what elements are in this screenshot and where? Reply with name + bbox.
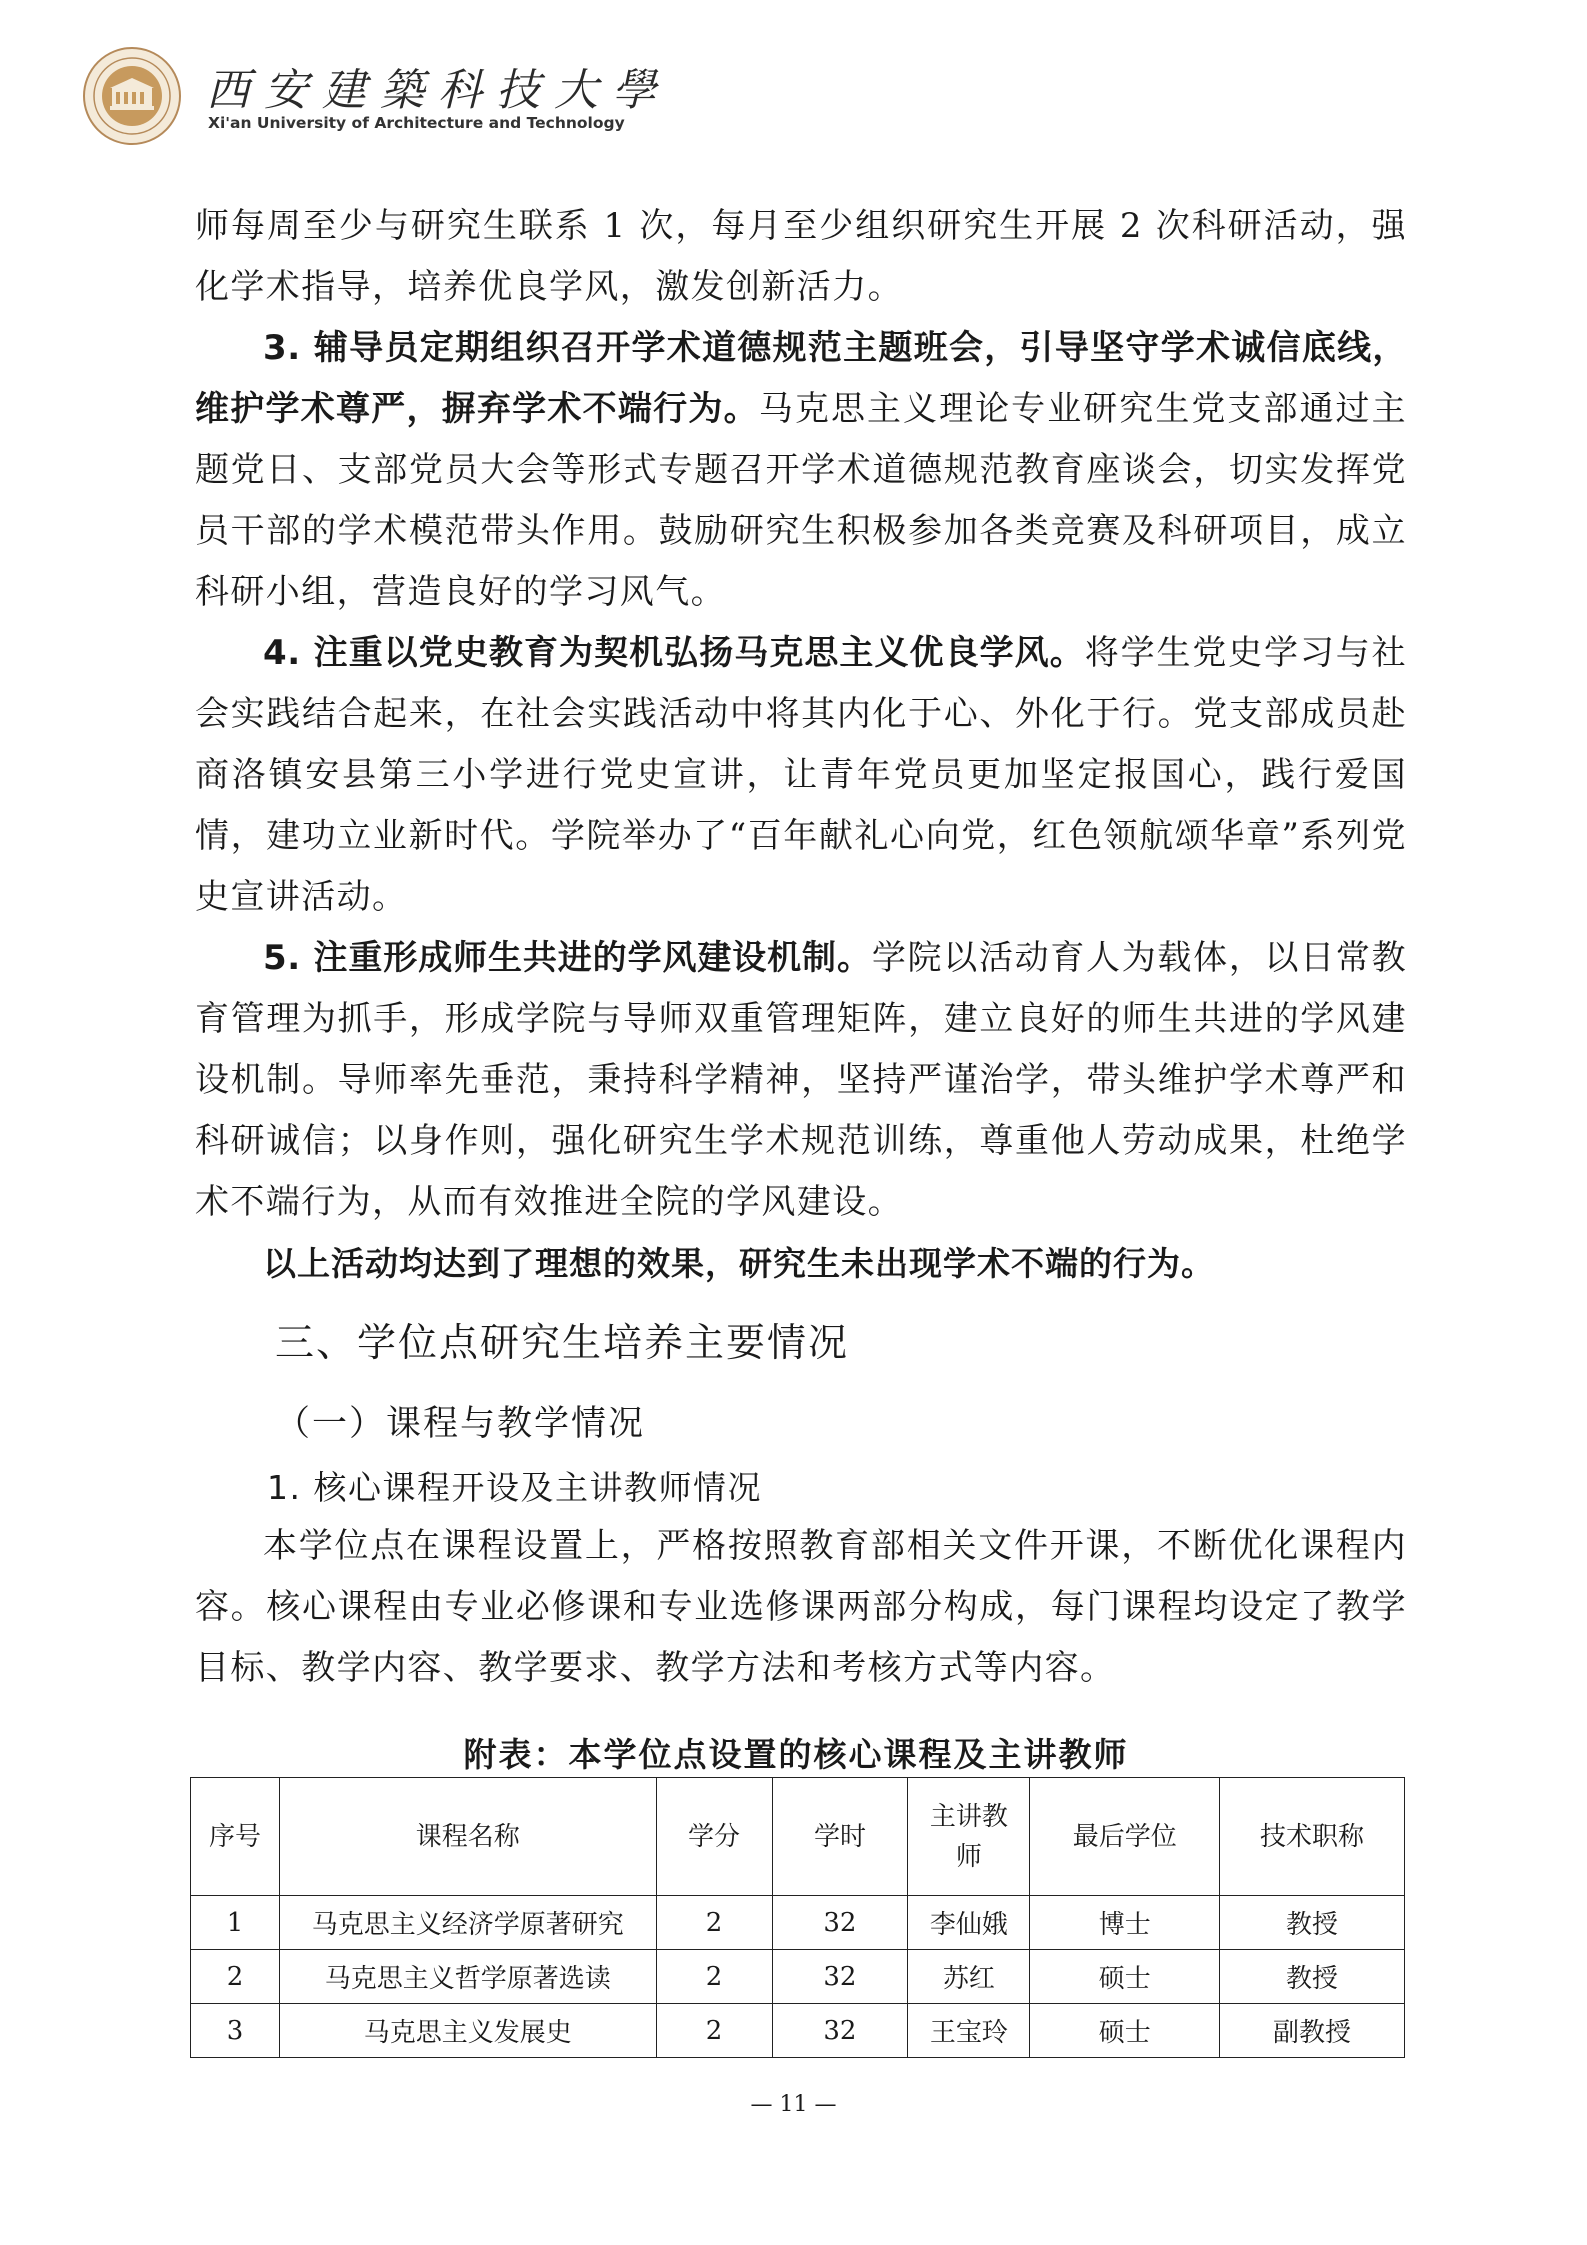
paragraph-advisor-contact: 师每周至少与研究生联系 1 次，每月至少组织研究生开展 2 次科研活动，强化学术指导，培养优良学风，激发创新活力。: [195, 206, 1407, 307]
header-credits: 学分: [656, 1778, 772, 1896]
subsection-heading: （一）课程与教学情况: [275, 1404, 646, 1444]
cell-lecturer: 王宝玲: [908, 2004, 1030, 2058]
paragraph-item-5: [195, 928, 1407, 1233]
cell-index: 1: [191, 1896, 280, 1950]
table-caption: 附表：本学位点设置的核心课程及主讲教师: [463, 1735, 1129, 1774]
paragraph-item-3: [195, 318, 1407, 623]
cell-index: 2: [191, 1950, 280, 2004]
cell-index: 3: [191, 2004, 280, 2058]
cell-credits: 2: [656, 1950, 772, 2004]
subsubsection-heading: 1. 核心课程开设及主讲教师情况: [267, 1468, 762, 1507]
cell-hours: 32: [772, 2004, 908, 2058]
page-number: — 11 —: [750, 2092, 837, 2117]
university-name-cn: 西安建築科技大學: [206, 65, 670, 116]
cell-degree: 硕士: [1030, 1950, 1220, 2004]
cell-title: 副教授: [1220, 2004, 1405, 2058]
cell-lecturer: 苏红: [908, 1950, 1030, 2004]
header-course-name: 课程名称: [279, 1778, 656, 1896]
header-hours: 学时: [772, 1778, 908, 1896]
header-degree: 最后学位: [1030, 1778, 1220, 1896]
cell-degree: 硕士: [1030, 2004, 1220, 2058]
header-index: 序号: [191, 1778, 280, 1896]
cell-hours: 32: [772, 1950, 908, 2004]
university-name-en: Xi'an University of Architecture and Technology: [208, 114, 625, 132]
item-4-text: 将学生党史学习与社会实践结合起来，在社会实践活动中将其内化于心、外化于行。党支部成员赴商洛镇安县第三小学进行党史宣讲，让青年党员更加坚定报国心，践行爱国情，建功立业新时代。学院举办了“百年献礼心向党，红色领航颂华章”系列党史宣讲活动。: [195, 633, 1407, 917]
table-header-row: [191, 1778, 1405, 1896]
cell-lecturer: 李仙娥: [908, 1896, 1030, 1950]
item-5-heading: 5. 注重形成师生共进的学风建设机制。: [263, 938, 872, 978]
header-title: 技术职称: [1220, 1778, 1405, 1896]
item-5-text: 学院以活动育人为载体，以日常教育管理为抓手，形成学院与导师双重管理矩阵，建立良好的师生共进的学风建设机制。导师率先垂范，秉持科学精神，坚持严谨治学，带头维护学术尊严和科研诚信；以身作则，强化研究生学术规范训练，尊重他人劳动成果，杜绝学术不端行为，从而有效推进全院的学风建设。: [195, 938, 1408, 1222]
cell-course-name: 马克思主义经济学原著研究: [279, 1896, 656, 1950]
cell-title: 教授: [1220, 1896, 1405, 1950]
section-heading: 三、学位点研究生培养主要情况: [275, 1321, 850, 1366]
paragraph-item-4: [195, 623, 1407, 928]
cell-course-name: 马克思主义哲学原著选读: [279, 1950, 656, 2004]
item-4-heading: 4. 注重以党史教育为契机弘扬马克思主义优良学风。: [263, 633, 1085, 673]
paragraph-conclusion: 以上活动均达到了理想的效果，研究生未出现学术不端的行为。: [263, 1244, 1215, 1283]
item-3-text: 马克思主义理论专业研究生党支部通过主题党日、支部党员大会等形式专题召开学术道德规范教育座谈会，切实发挥党员干部的学术模范带头作用。鼓励研究生积极参加各类竞赛及科研项目，成立科研小组，营造良好的学习风气。: [195, 389, 1407, 612]
cell-credits: 2: [656, 1896, 772, 1950]
page-header: [78, 40, 670, 150]
main-content: [195, 196, 1407, 1699]
cell-hours: 32: [772, 1896, 908, 1950]
table-row: [191, 1950, 1405, 2004]
cell-title: 教授: [1220, 1950, 1405, 2004]
cell-credits: 2: [656, 2004, 772, 2058]
item-3-heading: 3. 辅导员定期组织召开学术道德规范主题班会，引导坚守学术诚信底线，维护学术尊严，摒弃学术不端行为。: [195, 328, 1407, 429]
paragraph-course-intro: 本学位点在课程设置上，严格按照教育部相关文件开课，不断优化课程内容。核心课程由专业必修课和专业选修课两部分构成，每门课程均设定了教学目标、教学内容、教学要求、教学方法和考核方式等内容。: [195, 1526, 1407, 1688]
table-row: [191, 2004, 1405, 2058]
header-lecturer: 主讲教 师: [908, 1778, 1030, 1896]
cell-course-name: 马克思主义发展史: [279, 2004, 656, 2058]
core-courses-table: [190, 1777, 1405, 2058]
table-row: [191, 1896, 1405, 1950]
university-logo-icon: [82, 46, 182, 146]
cell-degree: 博士: [1030, 1896, 1220, 1950]
